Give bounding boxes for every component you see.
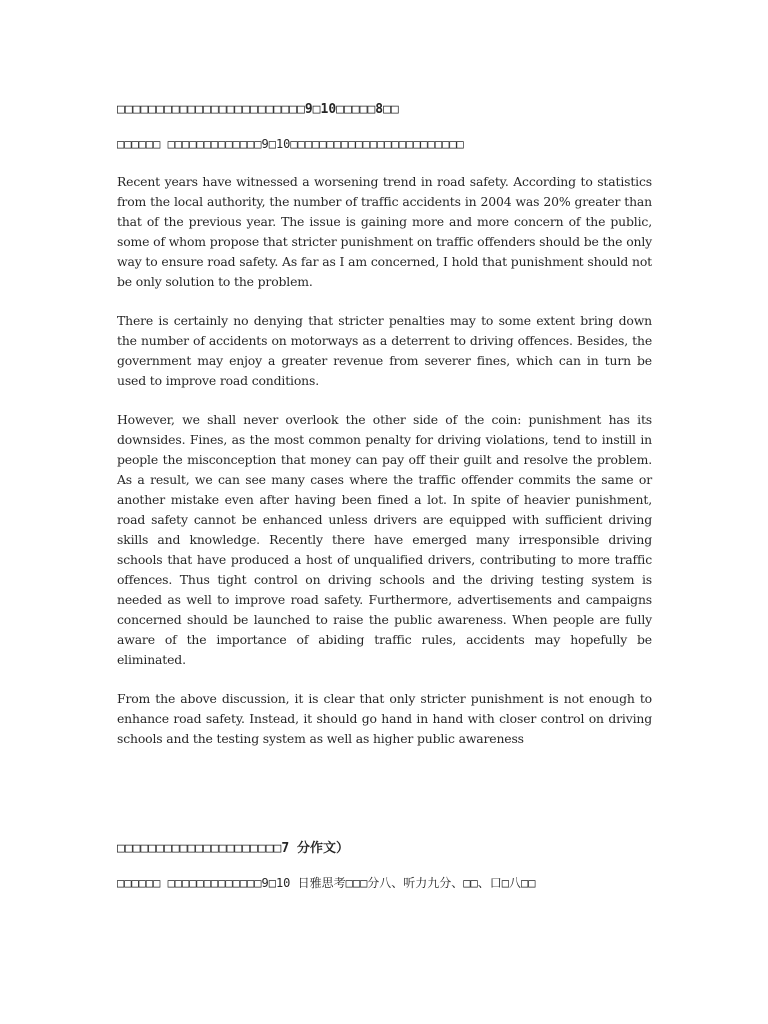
essay-paragraph-4: From the above discussion, it is clear that only stricter punishment is not enough to enhance road safety. Instead, it should go hand in hand with closer control on driving schools and the testing system as well as higher public awareness bbox=[117, 691, 652, 746]
section-spacer bbox=[117, 749, 652, 839]
section-2-title: □□□□□□□□□□□□□□□□□□□□□7 分作文） bbox=[117, 841, 350, 856]
essay-paragraph-1: Recent years have witnessed a worsening trend in road safety. According to statistics from the local authority, the number of traffic accidents in 2004 was 20% greater than that of the previous year. The issue is gaining more and more concern of the public, some of whom propose that stricter punishment on traffic offenders should be the only way to ensure road safety. As far as I am concerned, I hold that punishment should not be only solution to the problem. bbox=[117, 174, 652, 289]
section-1-title: □□□□□□□□□□□□□□□□□□□□□□□□9□10□□□□□8□□ bbox=[117, 102, 399, 117]
section-1-meta: □□□□□□ □□□□□□□□□□□□□9□10□□□□□□□□□□□□□□□□□□□□□□□□ bbox=[117, 137, 464, 151]
document-page bbox=[117, 100, 652, 893]
essay-paragraph-2: There is certainly no denying that stricter penalties may to some extent bring down the number of accidents on motorways as a deterrent to driving offences. Besides, the government may enjoy a greater revenue from severer fines, which can in turn be used to improve road conditions. bbox=[117, 313, 652, 388]
section-2-meta: □□□□□□ □□□□□□□□□□□□□9□10 日雅思考□□□分八、听力九分、□□、口□八□□ bbox=[117, 876, 536, 890]
essay-paragraph-3: However, we shall never overlook the other side of the coin: punishment has its downsides. Fines, as the most common penalty for driving violations, tend to instill in people the misconception that money can pay off their guilt and resolve the problem. As a result, we can see many cases where the traffic offender commits the same or another mistake even after having been fined a lot. In spite of heavier punishment, road safety cannot be enhanced unless drivers are equipped with sufficient driving skills and knowledge. Recently there have emerged many irresponsible driving schools that have produced a host of unqualified drivers, contributing to more traffic offences. Thus tight control on driving schools and the driving testing system is needed as well to improve road safety. Furthermore, advertisements and campaigns concerned should be launched to raise the public awareness. When people are fully aware of the importance of abiding traffic rules, accidents may hopefully be eliminated. bbox=[117, 412, 652, 667]
